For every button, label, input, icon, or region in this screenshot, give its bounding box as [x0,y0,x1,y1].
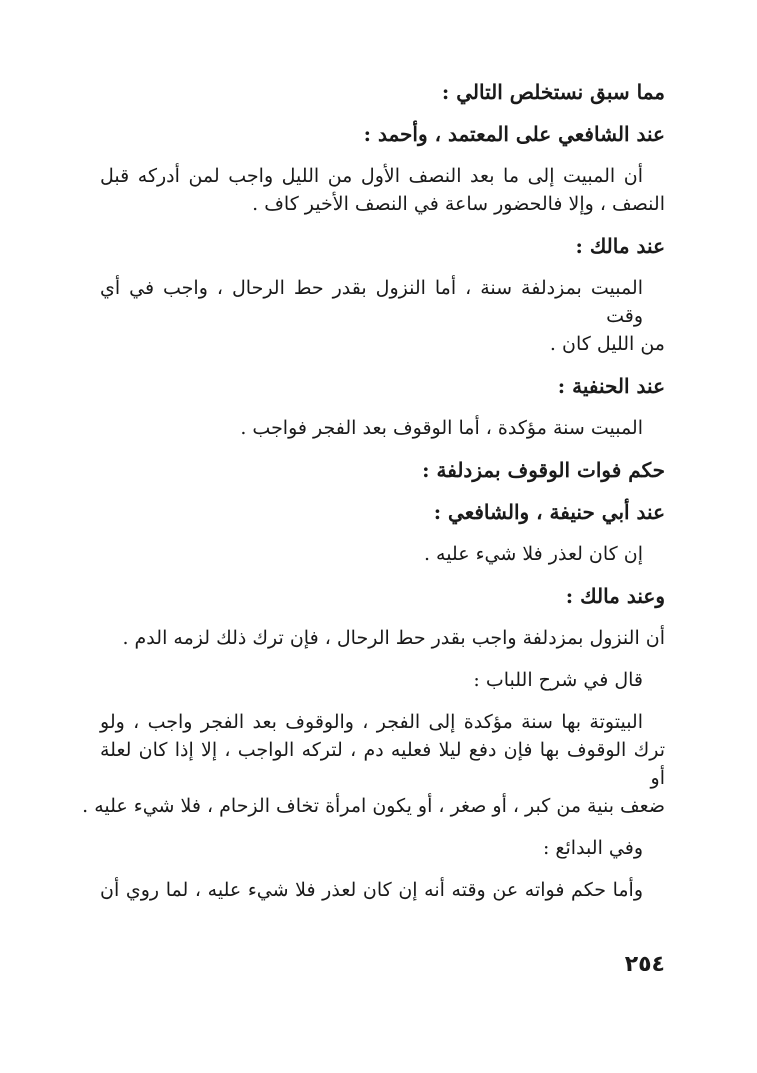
text-line: المبيت بمزدلفة سنة ، أما النزول بقدر حط الرحال ، واجب في أي وقت [100,277,643,327]
heading-abu-hanifa-shafii: عند أبي حنيفة ، والشافعي : [433,500,665,524]
page-body [82,78,665,918]
paragraph-malik [100,274,665,358]
heading-hanafi: عند الحنفية : [557,374,665,398]
paragraph-sharh-lubab [82,708,665,820]
text-line: وأما حكم فواته عن وقته أنه إن كان لعذر فلا شيء عليه ، لما روي أن [100,879,643,901]
paragraph-abu-hanifa-shafii [100,540,665,568]
heading-conclusion: مما سبق نستخلص التالي : [441,80,665,104]
text-line: النصف ، وإلا فالحضور ساعة في النصف الأخير كاف . [252,193,665,215]
text-line: ضعف بنية من كبر ، أو صغر ، أو يكون امرأة تخاف الزحام ، فلا شيء عليه . [82,795,665,817]
text-line: البيتوتة بها سنة مؤكدة إلى الفجر ، والوقوف بعد الفجر واجب ، ولو [100,711,643,733]
text-line: إن كان لعذر فلا شيء عليه . [423,543,643,565]
text-line: أن المبيت إلى ما بعد النصف الأول من الليل واجب لمن أدركه قبل [100,165,643,187]
paragraph-and-malik [100,624,665,652]
text-line: أن النزول بمزدلفة واجب بقدر حط الرحال ، فإن ترك ذلك لزمه الدم . [122,627,665,649]
paragraph-shafii-ahmad [100,162,665,218]
text-line: وفي البدائع : [542,837,643,859]
text-line: ترك الوقوف بها فإن دفع ليلا فعليه دم ، لتركه الواجب ، إلا إذا كان لعلة أو [100,739,665,789]
paragraph-badai-label [100,834,665,862]
text-line: المبيت سنة مؤكدة ، أما الوقوف بعد الفجر فواجب . [240,417,643,439]
paragraph-sharh-lubab-label [100,666,665,694]
heading-shafii-ahmad: عند الشافعي على المعتمد ، وأحمد : [363,122,665,146]
paragraph-badai [100,876,665,904]
heading-missing-wuquf: حكم فوات الوقوف بمزدلفة : [422,458,665,482]
text-line: من الليل كان . [549,333,665,355]
page-number: ٢٥٤ [624,952,665,977]
text-line: قال في شرح اللباب : [473,669,643,691]
heading-and-malik: وعند مالك : [565,584,665,608]
paragraph-hanafi [100,414,665,442]
heading-malik: عند مالك : [575,234,665,258]
